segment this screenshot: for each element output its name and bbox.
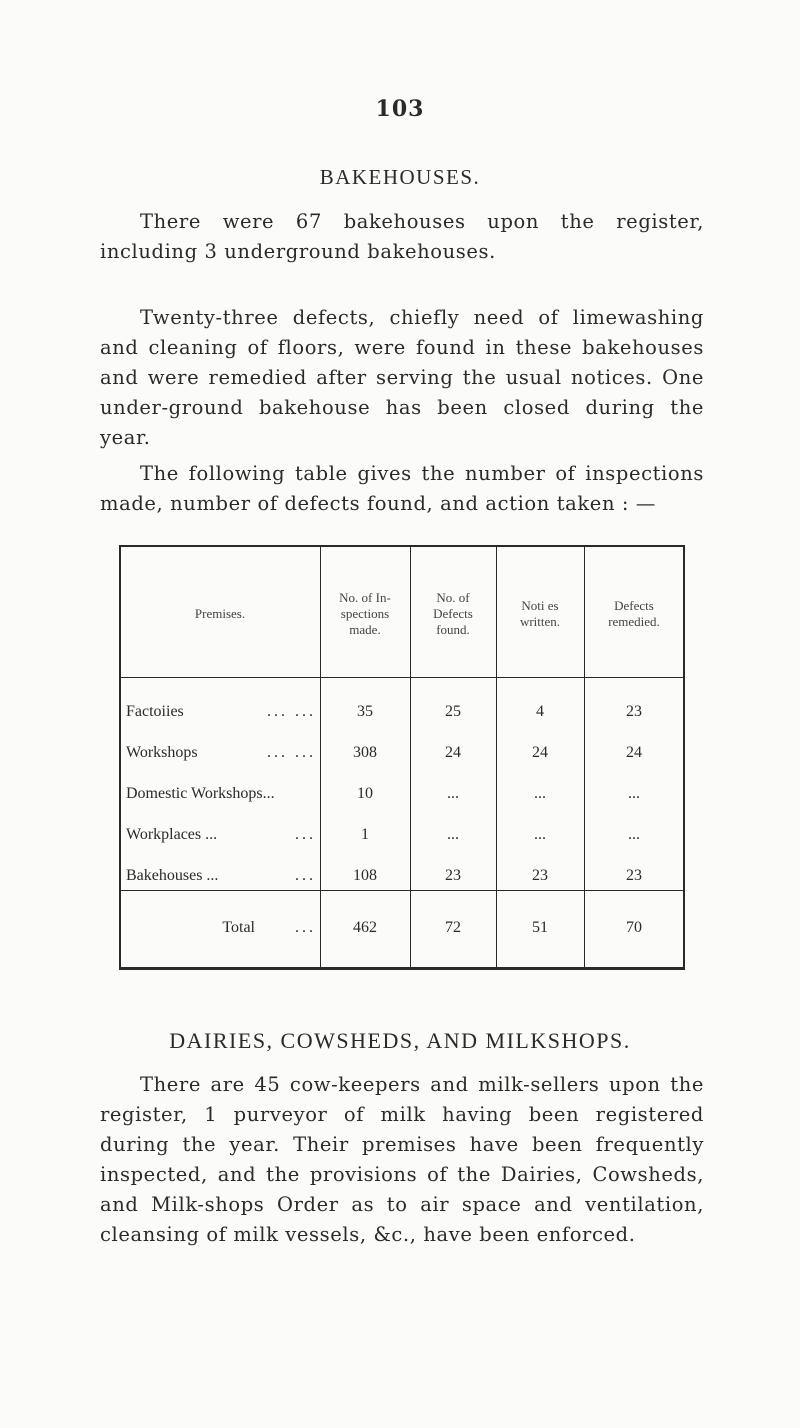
cell-remedied: 24 xyxy=(626,744,642,761)
cell-notices: ... xyxy=(534,826,546,843)
cell-defects: ... xyxy=(447,826,459,843)
row-label: Workshops xyxy=(126,744,198,761)
cell-defects: 25 xyxy=(445,703,461,720)
leader-dots: ... ... xyxy=(267,744,316,761)
row-label: Bakehouses ... xyxy=(126,867,219,884)
cell-remedied: ... xyxy=(628,785,640,802)
total-defects: 72 xyxy=(445,919,461,936)
cell-inspections: 108 xyxy=(353,867,377,884)
leader-dots: ... xyxy=(295,867,316,884)
cell-defects: 24 xyxy=(445,744,461,761)
total-label: Total xyxy=(222,919,255,936)
cell-remedied: 23 xyxy=(626,867,642,884)
header-defects-found: No. of Defects found. xyxy=(433,590,473,637)
leader-dots: ... xyxy=(295,919,316,936)
cell-remedied: 23 xyxy=(626,703,642,720)
header-premises: Premises. xyxy=(194,606,246,621)
cell-remedied: ... xyxy=(628,826,640,843)
total-notices: 51 xyxy=(532,919,548,936)
cell-notices: 23 xyxy=(532,867,548,884)
cell-notices: ... xyxy=(534,785,546,802)
paragraph xyxy=(100,207,704,267)
page-number: 103 xyxy=(375,96,425,122)
cell-defects: ... xyxy=(447,785,459,802)
header-inspections: No. of In-spections made. xyxy=(339,590,391,637)
cell-notices: 4 xyxy=(536,703,544,720)
leader-dots: ... xyxy=(295,826,316,843)
cell-inspections: 1 xyxy=(361,826,369,843)
cell-defects: 23 xyxy=(445,867,461,884)
header-notices: Noti es written. xyxy=(519,598,561,629)
paragraph-text: The following table gives the number of inspections made, number of defects found, and action taken : — xyxy=(100,462,704,515)
paragraph-text: There are 45 cow-keepers and milk-sellers upon the register, 1 purveyor of milk having been registered during the year. Their premises have been frequently inspected, and the provisions of the Dairies, Cowsheds, and Milk-shops Order as to air space and ventilation, cleansing of milk vessels, &c., have been enforced. xyxy=(100,1073,704,1246)
paragraph xyxy=(100,459,704,519)
cell-inspections: 10 xyxy=(357,785,373,802)
cell-notices: 24 xyxy=(532,744,548,761)
total-remedied: 70 xyxy=(626,919,642,936)
paragraph-text: Twenty-three defects, chiefly need of limewashing and cleaning of floors, were found in these bakehouses and were remedied after serving the usual notices. One under-ground bakehouse has been closed during the year. xyxy=(100,306,704,449)
cell-inspections: 308 xyxy=(353,744,377,761)
cell-inspections: 35 xyxy=(357,703,373,720)
total-inspections: 462 xyxy=(353,919,377,936)
paragraph xyxy=(100,303,704,453)
row-label: Workplaces ... xyxy=(126,826,218,843)
inspection-table xyxy=(120,545,685,970)
section-title-dairies: DAIRIES, COWSHEDS, AND MILKSHOPS. xyxy=(169,1028,631,1053)
row-label: Domestic Workshops... xyxy=(126,785,275,802)
paragraph-text: There were 67 bakehouses upon the register, including 3 underground bakehouses. xyxy=(100,210,704,263)
section-title-bakehouses: BAKEHOUSES. xyxy=(319,165,481,189)
row-label: Factoiies xyxy=(126,703,184,720)
paragraph xyxy=(100,1070,704,1250)
leader-dots: ... ... xyxy=(267,703,316,720)
header-remedied: Defects remedied. xyxy=(608,598,660,629)
